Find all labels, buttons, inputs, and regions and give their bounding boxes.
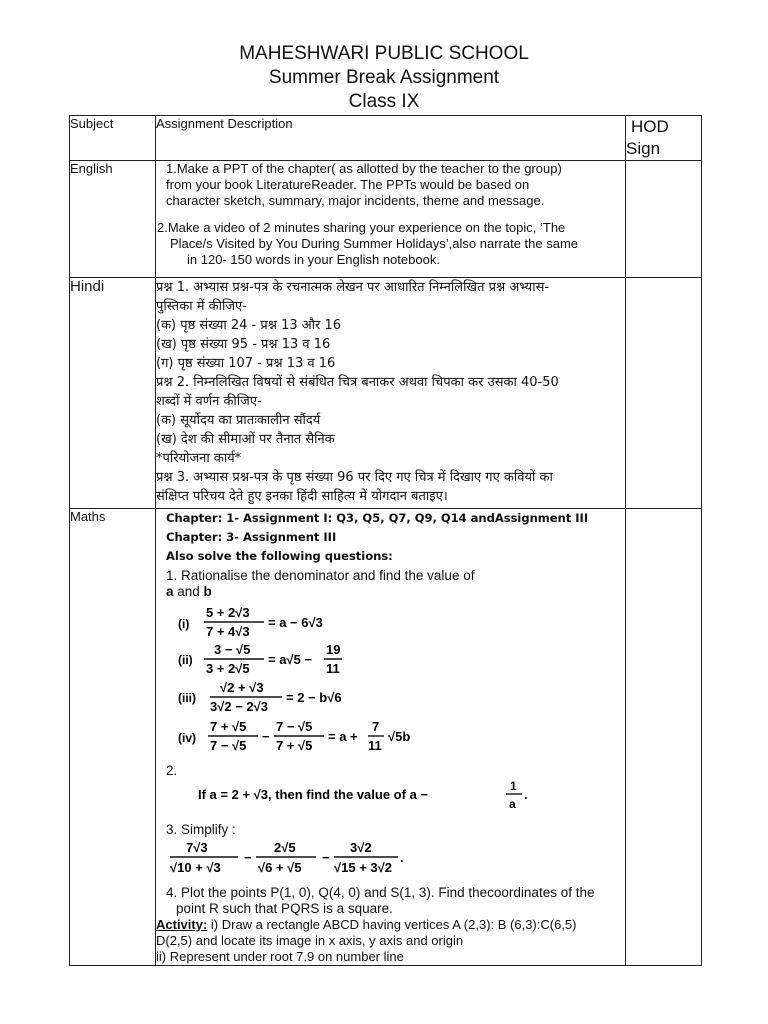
- hindi-line-8: (क) सूर्योदय का प्रातःकालीन सौंदर्य: [156, 413, 321, 428]
- maths-hod-cell: [626, 509, 702, 966]
- subject-header: Subject: [70, 116, 156, 161]
- q2-expression-svg: [176, 779, 536, 813]
- expr-iv-fnum: 7: [372, 719, 380, 734]
- maths-also-solve: Also solve the following questions:: [166, 549, 393, 563]
- maths-q3: 3. Simplify :: [166, 822, 236, 837]
- english-line-6: in 120- 150 words in your English notebook.: [187, 252, 440, 267]
- expr-label-iii: (iii): [178, 691, 196, 705]
- hindi-line-11: प्रश्न 3. अभ्यास प्रश्न-पत्र के पृष्ठ संख्या 96 पर दिए गए चित्र में दिखाए गए कवियों का: [156, 470, 553, 485]
- subject-hindi: Hindi: [70, 278, 156, 509]
- q2-fnum: 1: [510, 779, 517, 793]
- expr-i-den: 7 + 4√3: [206, 624, 250, 639]
- q2-period: .: [524, 787, 528, 802]
- hindi-line-3: (क) पृष्ठ संख्या 24 - प्रश्न 13 और 16: [156, 318, 342, 333]
- maths-q4-line-1: 4. Plot the points P(1, 0), Q(4, 0) and S(1, 3). Find thecoordinates of the: [166, 885, 595, 900]
- q3-period: .: [400, 850, 404, 865]
- subject-english: English: [70, 161, 156, 278]
- expr-ii-num: 3 − √5: [214, 642, 251, 657]
- hindi-line-1: प्रश्न 1. अभ्यास प्रश्न-पत्र के रचनात्मक लेखन पर आधारित निम्नलिखित प्रश्न अभ्यास-: [156, 280, 550, 295]
- q3-d1: √10 + √3: [170, 860, 221, 875]
- maths-chapter-1: Chapter: 1- Assignment I: Q3, Q5, Q7, Q9, Q14 andAssignment III: [166, 511, 589, 525]
- hindi-description: [156, 278, 626, 509]
- expr-iv-mid: = a +: [328, 729, 358, 744]
- assignment-title: Summer Break Assignment: [268, 67, 500, 88]
- activity-label: Activity:: [156, 917, 208, 932]
- document-header: [0, 42, 768, 114]
- maths-q2-number: 2.: [166, 763, 178, 778]
- hod-sign-header: [626, 116, 702, 161]
- q3-m2: −: [322, 850, 330, 865]
- q3-d2: √6 + √5: [258, 860, 302, 875]
- q3-m1: −: [244, 850, 252, 865]
- expr-iii-num: √2 + √3: [220, 680, 264, 695]
- hindi-line-10: *परियोजना कार्य*: [156, 451, 242, 466]
- hindi-line-6: प्रश्न 2. निम्नलिखित विषयों से संबंधित चित्र बनाकर अथवा चिपका कर उसका 40-50: [156, 375, 559, 390]
- expr-iii-rhs: = 2 − b√6: [286, 690, 342, 705]
- activity-line-2: D(2,5) and locate its image in x axis, y axis and origin: [156, 933, 464, 948]
- expr-iv-d2: 7 + √5: [276, 738, 313, 753]
- q2-text: If a = 2 + √3, then find the value of a −: [198, 787, 429, 802]
- expr-iv-fden: 11: [368, 738, 382, 753]
- activity-line-3: ii) Represent under root 7.9 on number line: [156, 949, 404, 964]
- english-line-4: 2.Make a video of 2 minutes sharing your experience on the topic, ‘The: [157, 220, 566, 235]
- school-name: MAHESHWARI PUBLIC SCHOOL: [239, 43, 529, 64]
- hindi-line-7: शब्दों में वर्णन कीजिए-: [156, 394, 262, 409]
- expr-ii-fden: 11: [326, 661, 340, 676]
- activity-line-1: [156, 917, 625, 933]
- expr-iv-minus: −: [262, 729, 270, 744]
- subject-maths: Maths: [70, 509, 156, 966]
- expr-iv-n1: 7 + √5: [210, 719, 247, 734]
- assignment-table: [69, 115, 702, 966]
- hindi-hod-cell: [626, 278, 702, 509]
- expr-label-iv: (iv): [178, 731, 196, 745]
- hindi-line-5: (ग) पृष्ठ संख्या 107 - प्रश्न 13 व 16: [156, 356, 336, 371]
- expr-i-num: 5 + 2√3: [206, 605, 250, 620]
- class-name: Class IX: [348, 91, 420, 112]
- table-row-hindi: [70, 278, 702, 509]
- maths-description: [156, 509, 626, 966]
- q2-expression: [156, 779, 625, 816]
- english-hod-cell: [626, 161, 702, 278]
- and-text: and: [173, 584, 204, 599]
- maths-q4-line-2: point R such that PQRS is a square.: [176, 901, 393, 916]
- hindi-line-2: पुस्तिका में कीजिए-: [156, 299, 247, 314]
- var-b: b: [203, 584, 212, 599]
- expr-ii-fnum: 19: [326, 642, 341, 657]
- expr-i-rhs: = a − 6√3: [268, 615, 323, 630]
- q3-expression-svg: [166, 838, 466, 880]
- hindi-line-9: (ख) देश की सीमाओं पर तैनात सैनिक: [156, 432, 335, 447]
- maths-q1-line-1: 1. Rationalise the denominator and find the value of: [166, 568, 475, 583]
- q3-n1: 7√3: [186, 840, 208, 855]
- q1-expressions-svg: [176, 600, 476, 756]
- expr-iv-n2: 7 − √5: [276, 719, 313, 734]
- q1-expressions: [156, 600, 625, 759]
- expr-label-ii: (ii): [178, 653, 193, 667]
- expr-ii-mid: = a√5 −: [268, 652, 313, 667]
- activity-text-1: i) Draw a rectangle ABCD having vertices A (2,3): B (6,3):C(6,5): [207, 917, 577, 932]
- sign-label: Sign: [626, 139, 661, 158]
- english-description: [156, 161, 626, 278]
- maths-q1-line-2: [156, 584, 625, 600]
- table-header-row: [70, 116, 702, 161]
- table-row-maths: [70, 509, 702, 966]
- expr-ii-den: 3 + 2√5: [206, 661, 250, 676]
- q3-n2: 2√5: [274, 840, 296, 855]
- hod-label: HOD: [631, 117, 669, 136]
- english-line-3: character sketch, summary, major incidents, theme and message.: [166, 193, 545, 208]
- q3-n3: 3√2: [350, 840, 372, 855]
- table-row-english: [70, 161, 702, 278]
- description-header: Assignment Description: [156, 116, 626, 161]
- expr-iii-den: 3√2 − 2√3: [210, 699, 269, 714]
- q3-expression: [156, 838, 625, 883]
- expr-label-i: (i): [178, 617, 190, 631]
- expr-iv-tail: √5b: [388, 729, 411, 744]
- expr-iv-d1: 7 − √5: [210, 738, 247, 753]
- maths-chapter-3: Chapter: 3- Assignment III: [166, 530, 337, 544]
- english-line-1: 1.Make a PPT of the chapter( as allotted by the teacher to the group): [166, 161, 562, 176]
- q3-d3: √15 + 3√2: [334, 860, 393, 875]
- q2-fden: a: [509, 797, 516, 811]
- var-a: a: [166, 584, 174, 599]
- english-line-2: from your book LiteratureReader. The PPTs would be based on: [166, 177, 530, 192]
- english-line-5: Place/s Visited by You During Summer Holidays’,also narrate the same: [170, 236, 579, 251]
- hindi-line-4: (ख) पृष्ठ संख्या 95 - प्रश्न 13 व 16: [156, 337, 331, 352]
- hindi-line-12: संक्षिप्त परिचय देते हुए इनका हिंदी साहित्य में योगदान बताइए।: [156, 489, 448, 504]
